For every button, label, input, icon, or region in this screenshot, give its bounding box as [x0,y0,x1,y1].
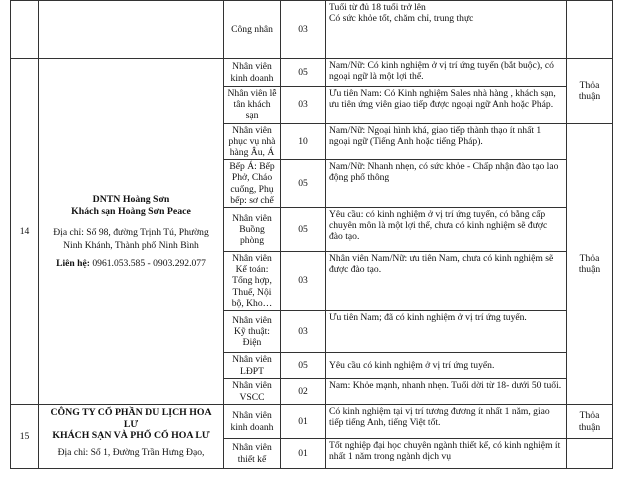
requirements-cell: Tốt nghiệp đại học chuyên ngành thiết kế, có kinh nghiệm ít nhất 1 năm trong ngành dịch vụ [326,439,567,469]
company-name: DNTN Hoàng Sơn [92,194,170,206]
position-cell: Nhân viên lễ tân khách sạn [224,87,281,124]
count-cell: 03 [281,252,326,311]
salary-cell [567,1,613,59]
salary-cell: Thỏa thuận [567,59,613,124]
count-cell: 05 [281,353,326,379]
count-cell: 05 [281,160,326,208]
count-cell: 03 [281,311,326,353]
requirement-line: Có sức khỏe tốt, chăm chỉ, trung thực [329,13,474,25]
count-cell: 03 [281,1,326,59]
phone-value: 0961.053.585 - 0903.292.077 [92,257,206,269]
count-cell: 03 [281,87,326,124]
position-cell: Nhân viên Kỹ thuật: Điện [224,311,281,353]
salary-cell: Thỏa thuận [567,405,613,439]
company-address: Địa chỉ: Số 1, Đường Trần Hưng Đạo, [57,446,205,458]
requirements-cell: Nam/Nữ: Ngoại hình khá, giao tiếp thành thạo ít nhất 1 ngoại ngữ (Tiếng Anh hoặc tiếng Pháp). [326,123,567,160]
count-cell: 01 [281,405,326,439]
phone-label: Liên hệ: [56,257,90,269]
requirements-cell: Ưu tiên Nam; đã có kinh nghiệm ở vị trí ứng tuyển. [326,311,567,353]
recruitment-table [10,0,613,469]
requirements-cell [326,1,567,59]
requirements-cell: Ưu tiên Nam: Có Kinh nghiệm Sales nhà hàng , khách sạn, ưu tiên ứng viên giao tiếp được ngoại ngữ Anh hoặc Pháp. [326,87,567,124]
company-phone [45,258,217,269]
position-cell: Nhân viên Buồng phòng [224,208,281,252]
count-cell: 02 [281,379,326,405]
requirements-cell: Nam/Nữ: Nhanh nhẹn, có sức khỏe - Chấp nhận đào tạo lao động phổ thông [326,160,567,208]
requirements-cell: Yêu cầu: có kinh nghiệm ở vị trí ứng tuyển, có bằng cấp chuyên môn là một lợi thế, chưa có kinh nghiệm sẽ được đào tạo. [326,208,567,252]
no-cell [11,1,39,59]
row-number: 14 [11,59,39,405]
position-cell: Nhân viên kinh doanh [224,405,281,439]
count-cell: 01 [281,439,326,469]
count-cell: 05 [281,208,326,252]
position-cell: Nhân viên Kế toán: Tổng hợp, Thuế, Nội bộ, Kho… [224,252,281,311]
company-address: Ninh Khánh, Thành phố Ninh Bình [63,239,199,251]
position-cell: Nhân viên phục vụ nhà hàng Âu, Á [224,123,281,160]
requirements-cell: Nhân viên Nam/Nữ: ưu tiên Nam, chưa có kinh nghiệm sẽ được đào tạo. [326,252,567,311]
company-info-14 [39,59,224,405]
company-name: CÔNG TY CỔ PHẦN DU LỊCH HOA [50,407,212,419]
company-address: Địa chỉ: Số 98, đường Trịnh Tú, Phường [53,226,209,238]
position-cell: Nhân viên kinh doanh [224,59,281,87]
position-cell: Nhân viên VSCC [224,379,281,405]
count-cell: 05 [281,59,326,87]
company-info-15 [39,405,224,469]
requirements-cell: Có kinh nghiệm tại vị trí tương đương ít nhất 1 năm, giao tiếp tiếng Anh, tiếng Việt tốt. [326,405,567,439]
company-name-secondary: KHÁCH SẠN VÀ PHỐ CỔ HOA LƯ [52,430,210,442]
requirements-cell: Yêu cầu có kinh nghiệm ở vị trí ứng tuyển. [326,353,567,379]
company-cell [39,1,224,59]
requirements-cell: Nam/Nữ: Có kinh nghiệm ở vị trí ứng tuyển (bắt buộc), có ngoại ngữ là một lợi thế. [326,59,567,87]
table-row [11,59,613,87]
position-cell: Công nhân [224,1,281,59]
row-number: 15 [11,405,39,469]
count-cell: 10 [281,123,326,160]
position-cell: Bếp Á: Bếp Phở, Cháo cuống, Phụ bếp: sơ chế [224,160,281,208]
company-name-cont: LƯ [123,418,139,430]
position-cell: Nhân viên LĐPT [224,353,281,379]
company-name-secondary: Khách sạn Hoàng Sơn Peace [71,205,191,217]
requirements-cell: Nam: Khỏe mạnh, nhanh nhẹn. Tuổi dời từ 18- dưới 50 tuổi. [326,379,567,405]
requirement-line: Tuổi từ đủ 18 tuổi trở lên [329,2,426,13]
table-row [11,405,613,439]
position-cell: Nhân viên thiết kế [224,439,281,469]
salary-cell: Thỏa thuận [567,123,613,404]
table-row [11,1,613,59]
salary-cell [567,439,613,469]
